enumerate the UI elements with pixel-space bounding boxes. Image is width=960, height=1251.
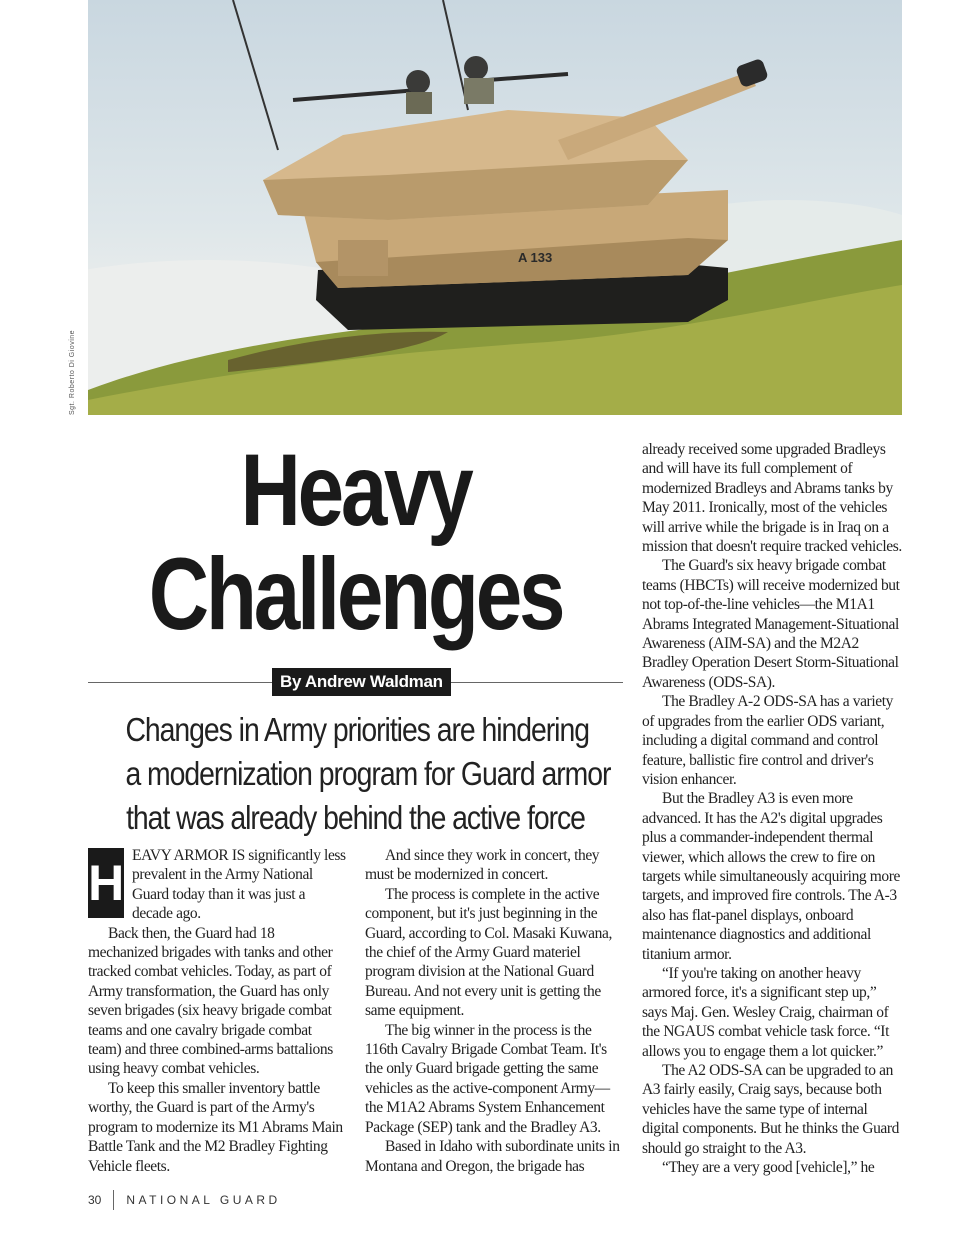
tank-illustration (88, 0, 902, 415)
title-line-2: Challenges (148, 537, 563, 651)
deck (88, 708, 623, 840)
paragraph: To keep this smaller inventory battle worthy, the Guard is part of the Army's program to modernize its M1 Abrams Main Battle Tank and the M2 Bradley Fighting Vehicle fleets. (88, 1079, 343, 1175)
paragraph: “They are a very good [vehicle],” he (662, 1159, 875, 1177)
article-column-2 (365, 846, 623, 1176)
paragraph: The A2 ODS-SA can be upgraded to an A3 fairly easily, Craig says, because both vehicles have the same type of internal digital components. But he thinks the Guard should go straight to the A3. (642, 1062, 900, 1157)
paragraph: And since they work in concert, they must be modernized in concert. (365, 847, 600, 884)
photo-credit: Sgt. Roberto Di Giovine (69, 329, 76, 415)
paragraph: But the Bradley A3 is even more advanced. It has the A2's digital upgrades plus a commander-independent thermal viewer, which allows the crew to fire on targets while simultaneously acquiring more targets, and improved fire controls. The A-3 also has flat-panel displays, onboard maintenance diagnostics and additional titanium armor. (642, 790, 901, 963)
paragraph: The process is complete in the active component, but it's just beginning in the Guard, according to Col. Masaki Kuwana, the chief of the Army Guard materiel program division at the National Guard Bureau. And not every unit is getting the same equipment. (365, 885, 612, 1020)
paragraph: The Guard's six heavy brigade combat teams (HBCTs) will receive modernized but not top-of-the-line vehicles—the M1A1 Abrams Integrated Management-Situational Awareness (AIM-SA) and the M2A2 Bradley Operation Desert Storm-Situational Awareness (ODS-SA). (642, 557, 900, 691)
page-footer (88, 1190, 281, 1210)
magazine-name: NATIONAL GUARD (126, 1193, 281, 1207)
paragraph: Back then, the Guard had 18 mechanized brigades with tanks and other tracked combat vehicles. Today, as part of Army transformation, the Guard has only seven brigades (six heavy brigade combat teams and one cavalry brigade combat team) and three combined-arms battalions using heavy combat vehicles. (88, 924, 333, 1078)
title-line-1: Heavy (240, 433, 471, 547)
page-title (88, 433, 623, 651)
turret-marking: A 133 (518, 250, 553, 265)
paragraph: The Bradley A-2 ODS-SA has a variety of upgrades from the earlier ODS variant, including a digital command and control feature, ballistic fire control and driver's vision enhancer. (642, 693, 893, 788)
deck-line-3: that was already behind the active force (126, 799, 585, 836)
article-column-3 (642, 440, 904, 1177)
tank-photo (88, 0, 902, 415)
drop-cap: H (88, 848, 124, 918)
footer-divider (113, 1190, 114, 1210)
paragraph: H EAVY ARMOR IS significantly less prevalent in the Army National Guard today than it was just a decade ago. (88, 847, 346, 923)
byline: By Andrew Waldman (272, 668, 451, 696)
page-number: 30 (88, 1193, 102, 1207)
paragraph: already received some upgraded Bradleys and will have its full complement of modernized Bradleys and Abrams tanks by May 2011. Ironically, most of the vehicles will arrive while the brigade is in Iraq on a mission that doesn't require tracked vehicles. (642, 441, 902, 556)
deck-line-1: Changes in Army priorities are hindering (125, 711, 589, 748)
paragraph: Based in Idaho with subordinate units in Montana and Oregon, the brigade has (365, 1138, 620, 1175)
deck-line-2: a modernization program for Guard armor (125, 755, 611, 792)
paragraph: The big winner in the process is the 116th Cavalry Brigade Combat Team. It's the only Guard brigade getting the same vehicles as the active-component Army—the M1A2 Abrams System Enhancement Package (SEP) tank and the Bradley A3. (365, 1021, 610, 1136)
article-column-1 (88, 846, 346, 1176)
paragraph: “If you're taking on another heavy armored force, it's a significant step up,” says Maj. Gen. Wesley Craig, chairman of the NGAUS combat vehicle task force. “It allows you to engage them a lot quicker.” (642, 964, 889, 1060)
